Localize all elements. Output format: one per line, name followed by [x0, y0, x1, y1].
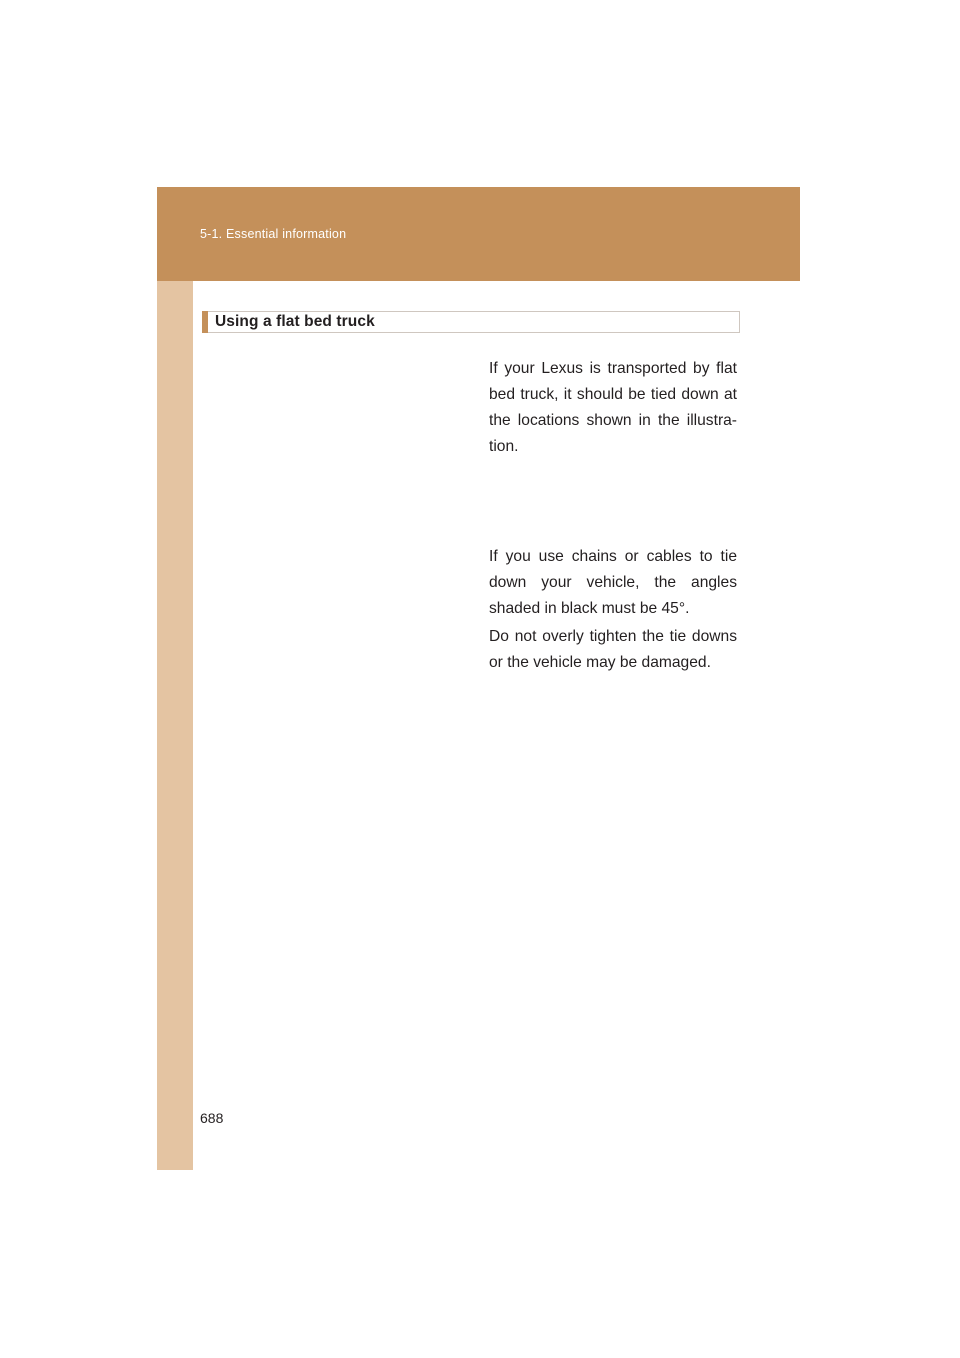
subsection-title: Using a flat bed truck — [215, 313, 375, 330]
section-title: 5-1. Essential information — [200, 227, 347, 241]
subsection-heading — [202, 311, 740, 333]
body-paragraph: If you use chains or cables to tie down your vehicle, the angles shaded in black must be 45°. — [489, 548, 737, 617]
side-strip — [157, 281, 193, 1170]
heading-marker — [202, 311, 208, 333]
body-paragraph: Do not overly tighten the tie downs or the vehicle may be damaged. — [489, 628, 737, 671]
body-paragraph: If your Lexus is transported by flat bed truck, it should be tied down at the locations shown in the illustra- tion. — [489, 360, 737, 455]
page-number: 688 — [200, 1110, 224, 1126]
